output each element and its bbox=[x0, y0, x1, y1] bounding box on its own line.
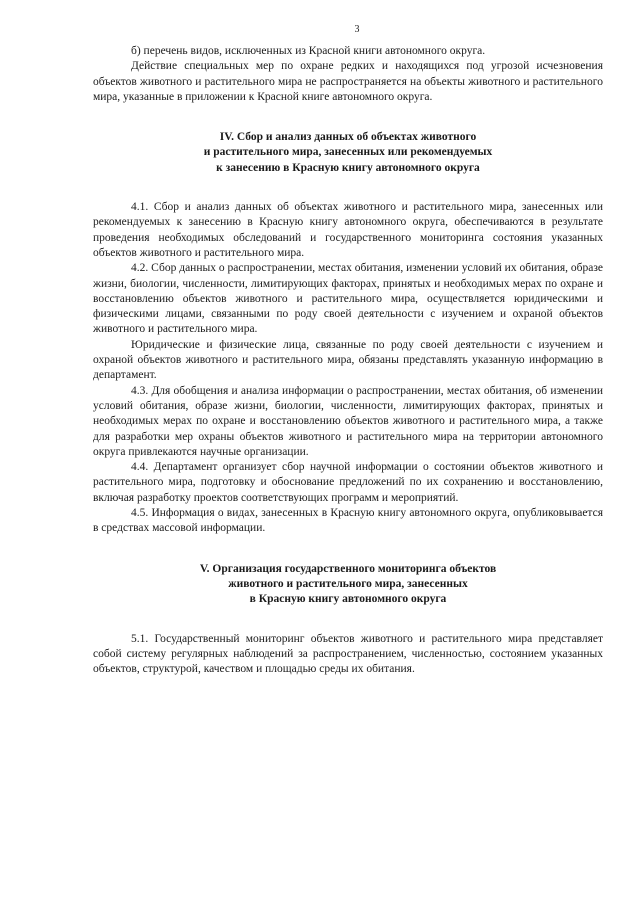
paragraph-4-5: 4.5. Информация о видах, занесенных в Красную книгу автономного округа, опубликовывается в средствах массовой информации. bbox=[93, 507, 603, 535]
section-4-heading-line: к занесению в Красную книгу автономного округа bbox=[216, 161, 480, 174]
section-5-heading bbox=[93, 562, 603, 608]
section-5-heading-line: животного и растительного мира, занесенных bbox=[228, 577, 468, 590]
section-4-heading-line: IV. Сбор и анализ данных об объектах животного bbox=[219, 131, 477, 144]
intro-paragraph: Действие специальных мер по охране редких и находящихся под угрозой исчезновения объектов животного и растительного мира не распространяется на объекты животного и растительного мира, указанные в приложении к Красной книге автономного округа. bbox=[93, 60, 603, 103]
page-number: 3 bbox=[354, 24, 360, 35]
paragraph-5-1: 5.1. Государственный мониторинг объектов животного и растительного мира представляет собой систему регулярных наблюдений за распространением, численностью, состоянием указанных объектов, структурой, качеством и площадью среды их обитания. bbox=[93, 632, 603, 676]
paragraph-4-2: 4.2. Сбор данных о распространении, местах обитания, изменении условий их обитания, образе жизни, биологии, численности, лимитирующих факторах, принятых и необходимых мерах по охране и восстановлению объектов животного и растительного мира, осуществляется юридическими и физическими лицами, связанными по роду своей деятельности с изучением и охраной объектов животного и растительного мира. bbox=[93, 262, 603, 336]
paragraph-4-1: 4.1. Сбор и анализ данных об объектах животного и растительного мира, занесенных или рекомендуемых к занесению в Красную книгу автономного округа, обеспечиваются в результате проведения необходимых обследований и государственного мониторинга состояния указанных объектов животного и растительного мира. bbox=[93, 201, 603, 259]
paragraph-4-3: 4.3. Для обобщения и анализа информации о распространении, местах обитания, об изменении условий обитания, образе жизни, биологии, численности, лимитирующих факторах, принятых и необходимых мерах по охране и восстановлению объектов животного и растительного мира, а также для разработки мер охраны объектов животного и растительного мира на территории автономного округа привлекаются научные организации. bbox=[93, 384, 603, 458]
intro-paragraph: б) перечень видов, исключенных из Красной книги автономного округа. bbox=[131, 45, 486, 57]
paragraph-4-2-continued: Юридические и физические лица, связанные по роду своей деятельности с изучением и охраной объектов животного и растительного мира, обязаны представлять указанную информацию в департамент. bbox=[93, 338, 603, 382]
paragraph-4-4: 4.4. Департамент организует сбор научной информации о состоянии объектов животного и растительного мира, подготовку и обоснование предложений по их сохранению и восстановлению, включая разработку проектов соответствующих программ и мероприятий. bbox=[93, 461, 603, 504]
section-4-heading bbox=[93, 130, 603, 176]
section-5-heading-line: в Красную книгу автономного округа bbox=[249, 593, 447, 606]
section-5-heading-line: V. Организация государственного мониторинга объектов bbox=[199, 562, 497, 575]
section-4-heading-line: и растительного мира, занесенных или рекомендуемых bbox=[203, 146, 493, 159]
